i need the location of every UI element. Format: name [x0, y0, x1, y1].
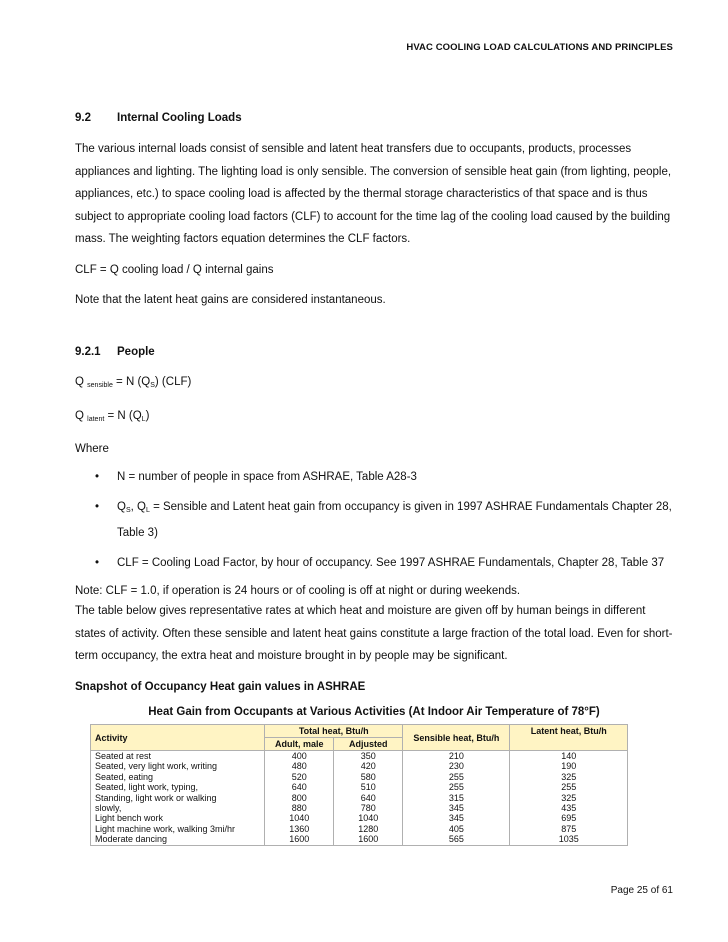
table-row: [91, 751, 628, 762]
where-label: Where: [75, 442, 109, 455]
cell-sensible: 345: [403, 803, 510, 813]
formula-rest: ) (CLF): [154, 375, 192, 388]
cell-adult: 480: [265, 761, 334, 771]
cell-activity: Light machine work, walking 3mi/hr: [91, 824, 265, 834]
bullet-icon: •: [95, 557, 100, 569]
cell-sensible: 210: [403, 751, 510, 762]
cell-adjusted: 510: [334, 782, 403, 792]
cell-sensible: 345: [403, 813, 510, 823]
clf-formula: CLF = Q cooling load / Q internal gains: [75, 263, 274, 276]
cell-sensible: 230: [403, 761, 510, 771]
cell-latent: 325: [510, 793, 628, 803]
col-activity: Activity: [91, 725, 265, 751]
subsection-heading: [75, 346, 673, 358]
latent-note: Note that the latent heat gains are considered instantaneous.: [75, 294, 386, 306]
cell-adult: 640: [265, 782, 334, 792]
cell-activity: Seated, light work, typing,: [91, 782, 265, 792]
list-item: [75, 496, 673, 544]
formula-sub: sensible: [87, 381, 113, 389]
running-header: HVAC COOLING LOAD CALCULATIONS AND PRINCIPLES: [406, 42, 673, 53]
formula-q: Q: [75, 409, 84, 422]
list-item-text: N = number of people in space from ASHRAE, Table A28-3: [117, 471, 417, 483]
cell-activity: Standing, light work or walking: [91, 793, 265, 803]
cell-adult: 1040: [265, 813, 334, 823]
heat-gain-table: [90, 724, 628, 846]
list-item: [75, 552, 673, 574]
definition-list: [75, 466, 673, 574]
cell-latent: 255: [510, 782, 628, 792]
cell-latent: 1035: [510, 834, 628, 845]
cell-activity: Light bench work: [91, 813, 265, 823]
list-item-text: , Q: [130, 501, 146, 513]
page-number: Page 25 of 61: [610, 885, 673, 896]
cell-adult: 800: [265, 793, 334, 803]
cell-adjusted: 420: [334, 761, 403, 771]
table-row: [91, 813, 628, 823]
section-heading: [75, 112, 673, 124]
cell-activity: Seated, very light work, writing: [91, 761, 265, 771]
intro-paragraph: The various internal loads consist of sensible and latent heat transfers due to occupants, products, processes appliances and lighting. The lighting load is only sensible. The conversion of sensible heat gain (from lighting, people, appliances, etc.) to space cooling load is affected by the thermal storage characteristics of that space and is thus subject to appropriate cooling load factors (CLF) to account for the time lag of the cooling load caused by the building mass. The weighting factors equation determines the CLF factors.: [75, 143, 672, 245]
cell-activity: Seated, eating: [91, 772, 265, 782]
section-number: 9.2: [75, 112, 91, 124]
cell-sensible: 255: [403, 782, 510, 792]
formula-latent: [75, 406, 673, 430]
cell-latent: 435: [510, 803, 628, 813]
list-item-sub: S: [125, 507, 131, 514]
table-row: [91, 793, 628, 803]
col-adjusted: Adjusted: [334, 738, 403, 751]
cell-adjusted: 580: [334, 772, 403, 782]
cell-activity: Seated at rest: [91, 751, 265, 762]
cell-sensible: 255: [403, 772, 510, 782]
table-row: [91, 834, 628, 845]
cell-latent: 695: [510, 813, 628, 823]
snapshot-heading: Snapshot of Occupancy Heat gain values in ASHRAE: [75, 680, 366, 693]
table-row: [91, 782, 628, 792]
list-item-text: Q: [117, 501, 126, 513]
formula-sensible: [75, 372, 673, 396]
cell-adjusted: 780: [334, 803, 403, 813]
cell-adult: 400: [265, 751, 334, 762]
cell-latent: 190: [510, 761, 628, 771]
clf-note: Note: CLF = 1.0, if operation is 24 hours or of cooling is off at night or during weekends.: [75, 585, 521, 597]
page-content: [75, 112, 673, 846]
cell-sensible: 315: [403, 793, 510, 803]
formula-q: Q: [75, 375, 84, 388]
cell-adult: 520: [265, 772, 334, 782]
formula-rest: ): [145, 409, 150, 422]
bullet-icon: •: [95, 471, 100, 483]
cell-latent: 325: [510, 772, 628, 782]
col-adult-male: Adult, male: [265, 738, 334, 751]
list-item-text: = Sensible and Latent heat gain from occupancy is given in 1997 ASHRAE Fundamentals Chapter 28, Table 3): [117, 501, 672, 539]
subsection-number: 9.2.1: [75, 345, 101, 358]
cell-activity: slowly,: [91, 803, 265, 813]
table-row: [91, 824, 628, 834]
cell-latent: 140: [510, 751, 628, 762]
formula-sub: S: [150, 381, 155, 389]
cell-activity: Moderate dancing: [91, 834, 265, 845]
cell-adjusted: 1600: [334, 834, 403, 845]
cell-adjusted: 350: [334, 751, 403, 762]
cell-adult: 1360: [265, 824, 334, 834]
table-title: Heat Gain from Occupants at Various Activities (At Indoor Air Temperature of 78°F): [148, 706, 600, 718]
section-title: Internal Cooling Loads: [117, 112, 242, 124]
cell-sensible: 405: [403, 824, 510, 834]
list-item-text: CLF = Cooling Load Factor, by hour of occupancy. See 1997 ASHRAE Fundamentals, Chapter 28, Table 37: [117, 557, 665, 569]
table-row: [91, 803, 628, 813]
col-latent-heat: Latent heat, Btu/h: [510, 725, 628, 751]
bullet-icon: •: [95, 501, 100, 513]
cell-adjusted: 1040: [334, 813, 403, 823]
cell-adult: 880: [265, 803, 334, 813]
cell-sensible: 565: [403, 834, 510, 845]
occupancy-paragraph: The table below gives representative rates at which heat and moisture are given off by human beings in different states of activity. Often these sensible and latent heat gains constitute a large fraction of the total load. Even for short-term occupancy, the extra heat and moisture brought in by people may be significant.: [75, 605, 673, 662]
formula-rest: = N (Q: [104, 409, 142, 422]
formula-sub: L: [141, 415, 146, 423]
col-sensible-heat: Sensible heat, Btu/h: [403, 725, 510, 751]
table-row: [91, 772, 628, 782]
table-row: [91, 761, 628, 771]
cell-adult: 1600: [265, 834, 334, 845]
formula-rest: = N (Q: [112, 375, 151, 388]
cell-latent: 875: [510, 824, 628, 834]
col-total-heat: Total heat, Btu/h: [265, 725, 403, 738]
list-item-sub: L: [145, 507, 150, 514]
list-item: [75, 466, 673, 488]
formula-sub: latent: [87, 415, 105, 423]
cell-adjusted: 1280: [334, 824, 403, 834]
subsection-title: People: [117, 345, 155, 358]
cell-adjusted: 640: [334, 793, 403, 803]
